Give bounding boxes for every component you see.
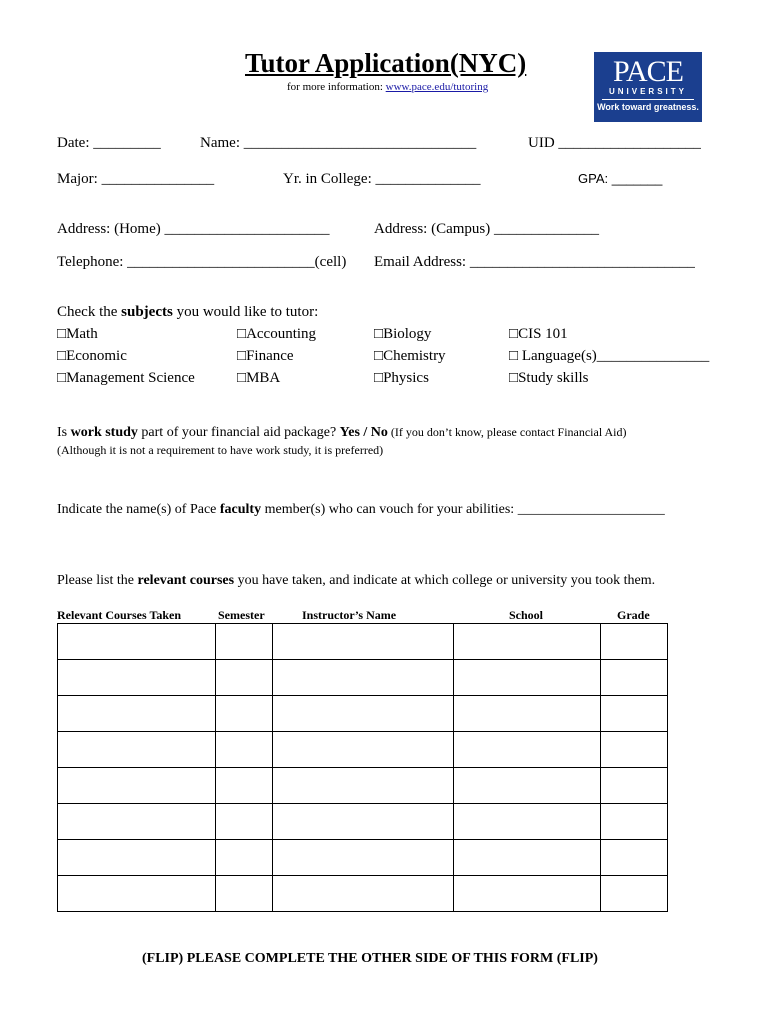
subject-label: Math xyxy=(66,326,98,342)
grade-cell[interactable] xyxy=(601,660,668,696)
work-study-mid: part of your financial aid package? xyxy=(137,425,340,440)
date-field[interactable]: Date: _________ xyxy=(57,135,161,151)
logo-tagline: Work toward greatness. xyxy=(597,102,699,112)
gpa-field[interactable]: GPA: _______ xyxy=(578,171,663,186)
work-study-bold: work study xyxy=(70,425,138,440)
subjects-prompt-post: you would like to tutor: xyxy=(172,304,319,320)
school-cell[interactable] xyxy=(454,696,601,732)
school-cell[interactable] xyxy=(454,876,601,912)
instructor-cell[interactable] xyxy=(273,624,454,660)
table-row xyxy=(58,876,668,912)
course-cell[interactable] xyxy=(58,624,216,660)
instructor-cell[interactable] xyxy=(273,732,454,768)
major-field[interactable]: Major: _______________ xyxy=(57,171,215,187)
logo-rule xyxy=(602,99,694,100)
school-cell[interactable] xyxy=(454,660,601,696)
name-field[interactable]: Name: _______________________________ xyxy=(200,135,477,151)
course-cell[interactable] xyxy=(58,732,216,768)
subject-study-skills[interactable]: □Study skills xyxy=(509,370,589,386)
flip-footer: (FLIP) PLEASE COMPLETE THE OTHER SIDE OF THIS FORM (FLIP) xyxy=(142,951,598,966)
info-prefix: for more information: xyxy=(287,81,386,93)
grade-cell[interactable] xyxy=(601,804,668,840)
subject-mba[interactable]: □MBA xyxy=(237,370,281,386)
instructor-cell[interactable] xyxy=(273,660,454,696)
grade-cell[interactable] xyxy=(601,840,668,876)
semester-cell[interactable] xyxy=(216,876,273,912)
table-row xyxy=(58,660,668,696)
faculty-bold: faculty xyxy=(219,502,262,517)
courses-pre: Please list the xyxy=(57,573,138,588)
instructor-cell[interactable] xyxy=(273,840,454,876)
courses-post: you have taken, and indicate at which college or university you took them. xyxy=(234,573,656,588)
subject-label: Chemistry xyxy=(383,348,446,364)
work-study-tail: (If you don’t know, please contact Financial Aid) xyxy=(387,425,627,439)
subject-cis-101[interactable]: □CIS 101 xyxy=(509,326,568,342)
form-title: Tutor Application(NYC) xyxy=(245,48,527,78)
grade-cell[interactable] xyxy=(601,768,668,804)
table-row xyxy=(58,768,668,804)
semester-cell[interactable] xyxy=(216,840,273,876)
subject-label: Accounting xyxy=(246,326,317,342)
instructor-cell[interactable] xyxy=(273,804,454,840)
yes-no-choice[interactable]: Yes / No xyxy=(339,425,388,440)
grade-cell[interactable] xyxy=(601,876,668,912)
table-row xyxy=(58,804,668,840)
semester-cell[interactable] xyxy=(216,804,273,840)
header-relevant-courses: Relevant Courses Taken xyxy=(57,608,182,622)
subjects-prompt-pre: Check the xyxy=(57,304,122,320)
subject-physics[interactable]: □Physics xyxy=(374,370,429,386)
header-school: School xyxy=(509,608,544,622)
subject-accounting[interactable]: □Accounting xyxy=(237,326,317,342)
semester-cell[interactable] xyxy=(216,732,273,768)
work-study-note: (Although it is not a requirement to have work study, it is preferred) xyxy=(57,443,384,457)
subject-label: Management Science xyxy=(66,370,195,386)
subject-chemistry[interactable]: □Chemistry xyxy=(374,348,446,364)
campus-address-field[interactable]: Address: (Campus) ______________ xyxy=(374,221,599,237)
course-cell[interactable] xyxy=(58,876,216,912)
subject-finance[interactable]: □Finance xyxy=(237,348,294,364)
faculty-post: member(s) who can vouch for your abilities: _____________________ xyxy=(261,502,665,517)
subjects-prompt-bold: subjects xyxy=(121,304,173,320)
school-cell[interactable] xyxy=(454,768,601,804)
faculty-reference-field[interactable] xyxy=(57,502,665,518)
school-cell[interactable] xyxy=(454,804,601,840)
instructor-cell[interactable] xyxy=(273,696,454,732)
course-cell[interactable] xyxy=(58,696,216,732)
grade-cell[interactable] xyxy=(601,732,668,768)
subject-economic[interactable]: □Economic xyxy=(57,348,127,364)
subject-languages[interactable]: □ Language(s)_______________ xyxy=(509,348,710,364)
uid-field[interactable]: UID ___________________ xyxy=(528,135,701,151)
grade-cell[interactable] xyxy=(601,696,668,732)
school-cell[interactable] xyxy=(454,624,601,660)
faculty-pre: Indicate the name(s) of Pace xyxy=(57,502,220,517)
year-in-college-field[interactable]: Yr. in College: ______________ xyxy=(283,171,481,187)
home-address-field[interactable]: Address: (Home) ______________________ xyxy=(57,221,330,237)
courses-bold: relevant courses xyxy=(137,573,235,588)
header-semester: Semester xyxy=(218,608,265,622)
table-row xyxy=(58,624,668,660)
table-row xyxy=(58,840,668,876)
semester-cell[interactable] xyxy=(216,696,273,732)
logo-pace: PACE xyxy=(613,55,683,88)
header-grade: Grade xyxy=(617,608,650,622)
table-row xyxy=(58,696,668,732)
course-cell[interactable] xyxy=(58,660,216,696)
subject-math[interactable]: □Math xyxy=(57,326,98,342)
logo-university: UNIVERSITY xyxy=(608,87,687,96)
semester-cell[interactable] xyxy=(216,660,273,696)
pace-university-logo xyxy=(594,52,702,122)
instructor-cell[interactable] xyxy=(273,768,454,804)
subject-label: CIS 101 xyxy=(518,326,568,342)
work-study-pre: Is xyxy=(57,425,71,440)
tutoring-link[interactable]: www.pace.edu/tutoring xyxy=(385,81,489,93)
subject-label: Finance xyxy=(246,348,294,364)
courses-table xyxy=(57,623,668,912)
subject-label: Language(s)_______________ xyxy=(518,348,710,364)
course-cell[interactable] xyxy=(58,840,216,876)
semester-cell[interactable] xyxy=(216,768,273,804)
work-study-question xyxy=(57,425,627,441)
info-line xyxy=(287,81,488,93)
telephone-field[interactable]: Telephone: _________________________(cell) xyxy=(57,254,347,270)
table-row xyxy=(58,732,668,768)
grade-cell[interactable] xyxy=(601,624,668,660)
subject-management-science[interactable]: □Management Science xyxy=(57,370,195,386)
subject-label: Physics xyxy=(383,370,429,386)
subjects-prompt xyxy=(57,304,318,321)
subject-biology[interactable]: □Biology xyxy=(374,326,432,342)
instructor-cell[interactable] xyxy=(273,876,454,912)
course-cell[interactable] xyxy=(58,768,216,804)
school-cell[interactable] xyxy=(454,840,601,876)
subject-label: Biology xyxy=(383,326,432,342)
email-field[interactable]: Email Address: ______________________________ xyxy=(374,254,695,270)
header-instructor-name: Instructor’s Name xyxy=(302,608,397,622)
subject-label: Study skills xyxy=(518,370,589,386)
course-cell[interactable] xyxy=(58,804,216,840)
subject-label: MBA xyxy=(246,370,281,386)
courses-instruction xyxy=(57,573,655,589)
school-cell[interactable] xyxy=(454,732,601,768)
semester-cell[interactable] xyxy=(216,624,273,660)
subject-label: Economic xyxy=(66,348,127,364)
